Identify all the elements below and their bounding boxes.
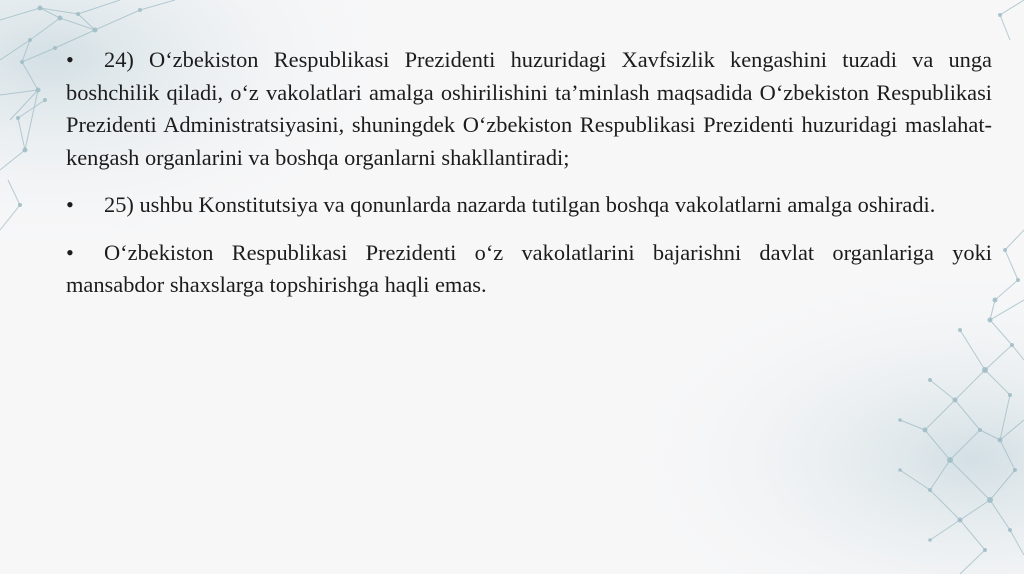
bullet-marker: •	[66, 239, 74, 265]
bullet-item-24	[66, 44, 992, 174]
bullet-text: O‘zbekiston Respublikasi Prezidenti o‘z vakolatlarini bajarishni davlat organlariga yoki mansabdor shaxslarga topshirishga haqli emas.	[66, 239, 992, 297]
slide-body	[66, 44, 992, 317]
bullet-item-delegation	[66, 237, 992, 302]
bullet-marker: •	[66, 47, 74, 72]
bullet-text: 24) O‘zbekiston Respublikasi Prezidenti huzuridagi Xavfsizlik kengashini tuzadi va unga boshchilik qiladi, o‘z vakolatlari amalga oshirilishini ta’minlash maqsadida O‘zbekiston Respublikasi Prezidenti Administratsiyasini, shuningdek O‘zbekiston Respublikasi Prezidenti huzuridagi maslahat-kengash organlarini va boshqa organlarni shakllantiradi;	[66, 47, 992, 170]
bullet-item-25	[66, 189, 992, 222]
bullet-text: 25) ushbu Konstitutsiya va qonunlarda nazarda tutilgan boshqa vakolatlarni amalga oshiradi.	[104, 192, 936, 217]
bullet-marker: •	[66, 192, 74, 217]
